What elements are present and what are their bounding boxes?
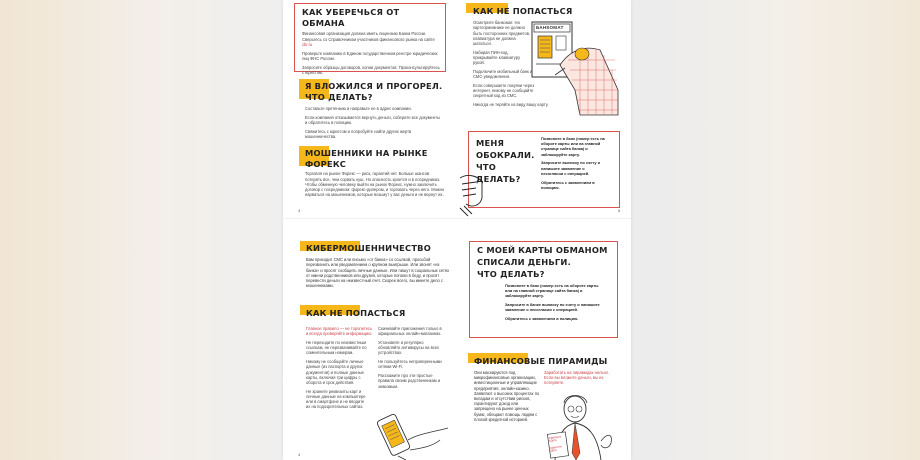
wifi-paragraph: Не пользуйтесь непроверенными сетями Wi-Fi. xyxy=(378,359,442,370)
tell-relatives-paragraph: Расскажите про эти простые правила своим родственникам и знакомым. xyxy=(378,373,441,389)
pyramids-text xyxy=(474,370,540,426)
robbed-title-line2: ОБОКРАЛИ. xyxy=(476,150,535,160)
main-rule-paragraph: Главное правило — не торопитесь и всегда проверяйте информацию. xyxy=(306,326,373,337)
atm-inspect-paragraph: Осмотрите банкомат. На картоприемнике не должно быть посторонних предметов, клавиатура не должна шататься. xyxy=(473,20,531,46)
card-fraud-title-line2: СПИСАЛИ ДЕНЬГИ. xyxy=(477,257,571,267)
robbed-section-steps xyxy=(541,136,607,194)
police-paragraph: Если компания отказывается вернуть деньги, соберите все документы и обратитесь в полицию. xyxy=(305,115,440,126)
profit-sign-text-1: Прибыль 500% xyxy=(548,434,562,444)
police-paragraph: Обратитесь с заявлением в полицию. xyxy=(505,316,579,322)
card-fraud-section xyxy=(477,244,615,280)
how-to-protect-section xyxy=(302,7,440,79)
license-paragraph xyxy=(302,31,440,47)
apps-paragraph: Скачивайте приложения только в официальных онлайн-магазинах. xyxy=(378,326,442,337)
pin-cover-paragraph: Набирая ПИН-код, прикрывайте клавиатуру рукой. xyxy=(473,49,521,66)
sms-banking-paragraph: Подключите мобильный банк и СМС-уведомления. xyxy=(473,69,533,80)
invested-lost-section xyxy=(305,81,443,143)
card-fraud-title-line1: С МОЕЙ КАРТЫ ОБМАНОМ xyxy=(477,245,608,255)
robbed-title-line1: МЕНЯ xyxy=(476,138,505,148)
smartphone-illustration xyxy=(378,410,458,460)
cyberfraud-title: КИБЕРМОШЕННИЧЕСТВО xyxy=(306,243,431,253)
secret-code-paragraph: Если совершаете покупки через интернет, никому не сообщайте секретный код из СМС. xyxy=(473,83,535,99)
pyramids-section xyxy=(474,356,624,370)
license-text: Финансовая организация должна иметь лицензию Банка России. Сверьтесь со Справочником участников финансового рынка на сайте xyxy=(302,31,435,42)
online-safety-column-2 xyxy=(378,326,446,392)
pyramids-warning: Заработать на пирамидах нельзя. Если вы вложите деньги, вы их потеряете. xyxy=(544,370,609,386)
atm-illustration xyxy=(530,20,625,115)
profit-sign-text-2: Гарантия 200% xyxy=(548,444,562,454)
invested-lost-title-line1: Я ВЛОЖИЛСЯ И ПРОГОРЕЛ. xyxy=(305,81,443,91)
forex-title-line1: МОШЕННИКИ НА РЫНКЕ xyxy=(305,148,428,158)
how-to-protect-title: КАК УБЕРЕЧЬСЯ ОТ ОБМАНА xyxy=(302,7,400,29)
registry-paragraph: Проверьте компанию в Едином государственном реестре юридических лиц ФНС России. xyxy=(302,50,438,61)
lawyer-paragraph: Свяжитесь с юристом и попробуйте найти других жертв мошенничества. xyxy=(305,129,412,140)
online-safety-title: КАК НЕ ПОПАСТЬСЯ xyxy=(306,308,406,318)
page-number: 5 xyxy=(618,208,621,213)
robbed-title-line3: ЧТО ДЕЛАТЬ? xyxy=(476,162,521,184)
page-number: 4 xyxy=(298,452,301,457)
cyberfraud-section xyxy=(306,243,450,292)
call-bank-paragraph: Позвоните в банк (номер есть на обороте карты или на главной странице сайта банка) и заблокируйте карту. xyxy=(505,283,599,299)
card-fraud-title-line3: ЧТО ДЕЛАТЬ? xyxy=(477,269,545,279)
atm-safety-title: КАК НЕ ПОПАСТЬСЯ xyxy=(473,6,573,16)
documents-paragraph: Запросите образцы договоров, копии документов. Проконсультируйтесь с юристом. xyxy=(302,64,440,75)
page-divider xyxy=(283,218,631,233)
statement-paragraph: Запросите выписку по счету и напишите заявление о несогласии с операцией. xyxy=(541,160,601,176)
atm-safety-section xyxy=(473,6,573,111)
card-fraud-steps xyxy=(505,283,605,325)
atm-label: БАНКОМАТ xyxy=(536,25,564,30)
cbr-link[interactable]: cbr.ru xyxy=(302,41,313,47)
links-paragraph: Не переходите по неизвестным ссылкам, не перезванивайте по сомнительным номерам. xyxy=(306,340,367,356)
pyramids-title: ФИНАНСОВЫЕ ПИРАМИДЫ xyxy=(474,356,608,366)
online-safety-section xyxy=(306,308,456,324)
personal-data-paragraph: Никому не сообщайте личные данные (из паспорта и других документов) и полные данные карты, включая три цифры с оборота и срок действия. xyxy=(306,359,364,386)
pyramids-paragraph: Они маскируются под микрофинансовые организации, инвестиционные и управляющие предприятия, онлайн-казино. Заявляют о высоких процентах по вкладам и отсутствии рисков, гарантируют доход или запрещено на рынке ценных бумаг, обещают помощь людям с плохой кредитной историей. xyxy=(474,370,540,422)
forex-section xyxy=(305,148,445,201)
claim-paragraph: Составьте претензию и направьте ее в адрес компании. xyxy=(305,106,412,112)
robbed-section-title xyxy=(476,137,538,185)
online-safety-column-1 xyxy=(306,326,374,413)
dispute-paragraph: Запросите в банке выписку по счету и напишите заявление о несогласии с операцией. xyxy=(505,302,600,313)
invested-lost-title-line2: ЧТО ДЕЛАТЬ? xyxy=(305,92,373,103)
antivirus-paragraph: Установите и регулярно обновляйте антивирусы на всех устройствах. xyxy=(378,340,439,356)
police-report-paragraph: Обратитесь с заявлением в полицию. xyxy=(541,179,595,190)
pyramids-quote xyxy=(544,370,616,389)
page-number: 4 xyxy=(298,208,301,213)
block-card-paragraph: Позвоните в банк (номер есть на обороте карты или на главной странице сайта банка) и заблокируйте карту. xyxy=(541,136,605,157)
cyberfraud-paragraph: Вам приходит СМС или письмо «от банка» со ссылкой, просьбой перезвонить или уведомлением о крупном выигрыше. Или звонят «из банка» и просят сообщить личные данные. Или пишут в социальных сетях от имени родственников или друзей, которые попали в беду, и просят перевести деньги на неизвестный счет. Скорее всего, вы имеете дело с мошенниками. xyxy=(306,257,450,289)
forex-title-line2: ФОРЕКС xyxy=(305,159,347,170)
card-sight-paragraph: Никогда не теряйте из виду вашу карту. xyxy=(473,102,549,108)
forex-paragraph: Торговля на рынке Форекс — риск, гарантий нет. Больше шансов потерять все, чем сорвать куш. Но опасность кроется и в посредниках. Чтобы обменную человеку выйти на рынок Форекс, нужно заключить договор с посредником: форекс-дилером, и торговать через него. Можно нарваться на мошенников, которые возьмут у вас деньги и не вернут их. xyxy=(305,171,445,198)
store-details-paragraph: Не храните реквизиты карт и личные данные на компьютере или в смартфоне и не вводите их на подозрительных сайтах. xyxy=(306,388,366,410)
